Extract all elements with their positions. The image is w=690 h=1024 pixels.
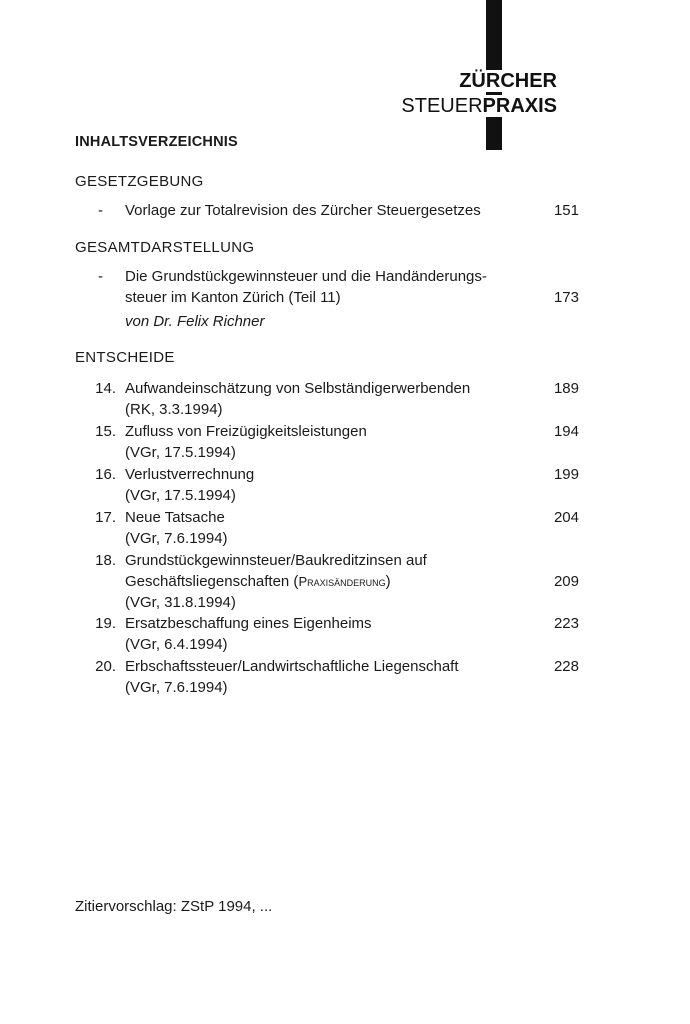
entry-number: 18.	[95, 552, 116, 569]
entry-number: 17.	[95, 509, 116, 526]
entry-line: (VGr, 17.5.1994)	[125, 444, 236, 461]
entry-page-number: 173	[553, 289, 579, 306]
logo-steuer: STEUER	[401, 95, 483, 117]
entry-line: (RK, 3.3.1994)	[125, 401, 223, 418]
entry-line: Die Grundstückgewinnsteuer und die Handänderungs-	[125, 268, 487, 285]
entry-line: Erbschaftssteuer/Landwirtschaftliche Liegenschaft	[125, 658, 459, 675]
entry-page-number: 228	[553, 658, 579, 675]
entry-line: (VGr, 7.6.1994)	[125, 679, 228, 696]
entry-text	[125, 464, 525, 506]
entry-number: 15.	[95, 423, 116, 440]
logo-line-zuercher: ZÜRCHER	[455, 70, 557, 92]
entry-line: Geschäftsliegenschaften (Praxisänderung)	[125, 573, 391, 590]
entry-text	[125, 656, 525, 698]
entry-line: Aufwandeinschätzung von Selbständigerwerbenden	[125, 380, 471, 397]
entry-text	[125, 421, 525, 463]
entry-marker: -	[98, 268, 103, 285]
citation-suggestion: Zitiervorschlag: ZStP 1994, ...	[75, 898, 273, 915]
entry-author: von Dr. Felix Richner	[125, 313, 265, 330]
section-heading-entscheide: ENTSCHEIDE	[75, 349, 175, 366]
entry-line: Vorlage zur Totalrevision des Zürcher Steuergesetzes	[125, 202, 481, 219]
entry-page-number: 151	[553, 202, 579, 219]
logo-line-steuerpraxis	[397, 95, 557, 117]
entry-line: Verlustverrechnung	[125, 466, 255, 483]
entry-line: Neue Tatsache	[125, 509, 225, 526]
entry-line: (VGr, 6.4.1994)	[125, 636, 228, 653]
entry-marker: -	[98, 202, 103, 219]
entry-page-number: 209	[553, 573, 579, 590]
entry-page-number: 199	[553, 466, 579, 483]
entry-page-number: 204	[553, 509, 579, 526]
entry-text	[125, 550, 525, 613]
entry-page-number: 189	[553, 380, 579, 397]
entry-text	[125, 200, 525, 221]
toc-title: INHALTSVERZEICHNIS	[75, 134, 238, 150]
entry-text	[125, 613, 525, 655]
entry-text	[125, 507, 525, 549]
entry-line: steuer im Kanton Zürich (Teil 11)	[125, 289, 341, 306]
entry-line: (VGr, 31.8.1994)	[125, 594, 236, 611]
entry-smallcaps-note: Praxisänderung	[298, 574, 386, 589]
section-heading-gesamtdarstellung: GESAMTDARSTELLUNG	[75, 239, 255, 256]
entry-page-number: 223	[553, 615, 579, 632]
entry-number: 16.	[95, 466, 116, 483]
entry-number: 19.	[95, 615, 116, 632]
entry-line: (VGr, 17.5.1994)	[125, 487, 236, 504]
logo-praxis: PRAXIS	[482, 95, 557, 117]
entry-line-part: Geschäftsliegenschaften (	[125, 573, 299, 590]
entry-page-number: 194	[553, 423, 579, 440]
entry-line: (VGr, 7.6.1994)	[125, 530, 228, 547]
entry-text	[125, 378, 525, 420]
entry-number: 20.	[95, 658, 116, 675]
entry-number: 14.	[95, 380, 116, 397]
entry-line: Grundstückgewinnsteuer/Baukreditzinsen auf	[125, 552, 427, 569]
entry-line: Ersatzbeschaffung eines Eigenheims	[125, 615, 372, 632]
entry-text	[125, 266, 525, 332]
section-heading-gesetzgebung: GESETZGEBUNG	[75, 173, 204, 190]
entry-line: Zufluss von Freizügigkeitsleistungen	[125, 423, 367, 440]
